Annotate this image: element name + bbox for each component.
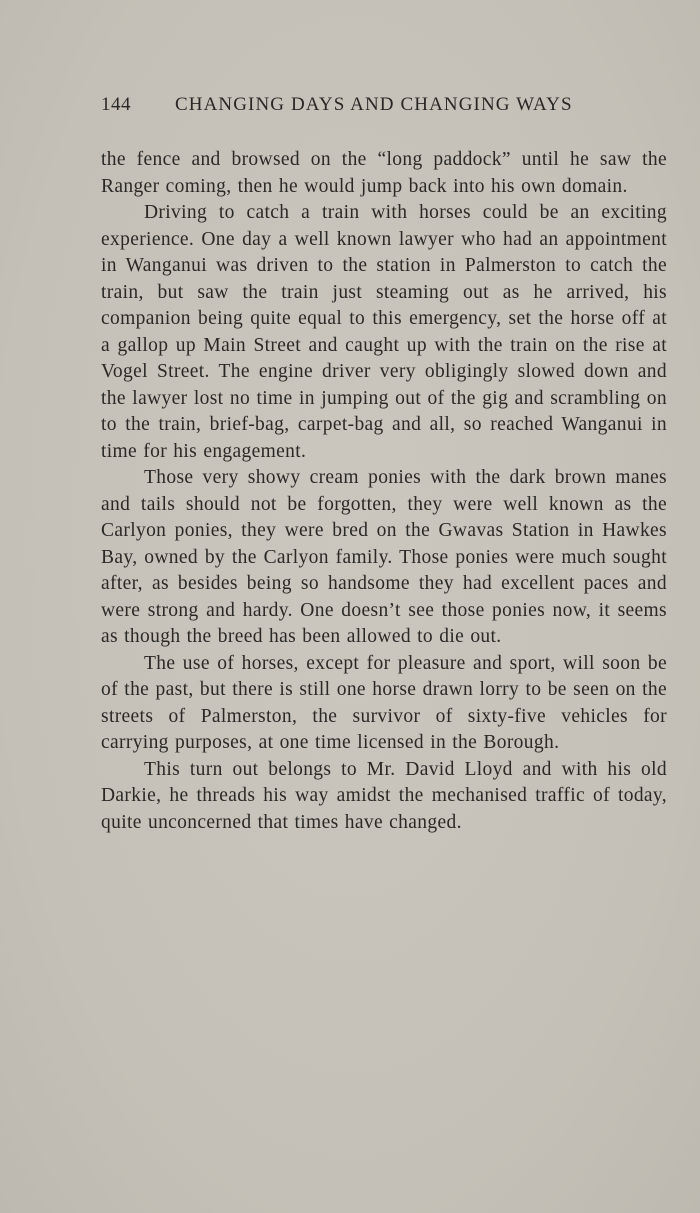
body-text: [101, 147, 667, 836]
chapter-title: CHANGING DAYS AND CHANGING WAYS: [175, 94, 573, 115]
paragraph-continued: the fence and browsed on the “long paddock” until he saw the Ranger coming, then he would jump back into his own domain.: [101, 149, 667, 197]
running-head: [101, 94, 597, 122]
paragraph-david-lloyd: This turn out belongs to Mr. David Lloyd and with his old Darkie, he threads his way amidst the mechanised traffic of today, quite unconcerned that times have changed.: [101, 758, 667, 833]
paragraph-horse-lorry: The use of horses, except for pleasure and sport, will soon be of the past, but there is still one horse drawn lorry to be seen on the streets of Palmerston, the survivor of sixty-five vehicles for carrying purposes, at one time licensed in the Borough.: [101, 652, 667, 753]
page-number: 144: [101, 94, 131, 115]
paragraph-carlyon-ponies: Those very showy cream ponies with the dark brown manes and tails should not be forgotten, they were well known as the Carlyon ponies, they were bred on the Gwavas Station in Hawkes Bay, owned by the Carlyon family. Those ponies were much sought after, as besides being so handsome they had excellent paces and were strong and hardy. One doesn’t see those ponies now, it seems as though the breed has been allowed to die out.: [101, 467, 667, 647]
paragraph-train: Driving to catch a train with horses could be an exciting experience. One day a well known lawyer who had an appointment in Wanganui was driven to the station in Palmerston to catch the train, but saw the train just steaming out as he arrived, his companion being quite equal to this emergency, set the horse off at a gallop up Main Street and caught up with the train on the rise at Vogel Street. The engine driver very obligingly slowed down and the lawyer lost no time in jumping out of the gig and scrambling on to the train, brief-bag, carpet-bag and all, so reached Wanganui in time for his engagement.: [101, 202, 667, 462]
